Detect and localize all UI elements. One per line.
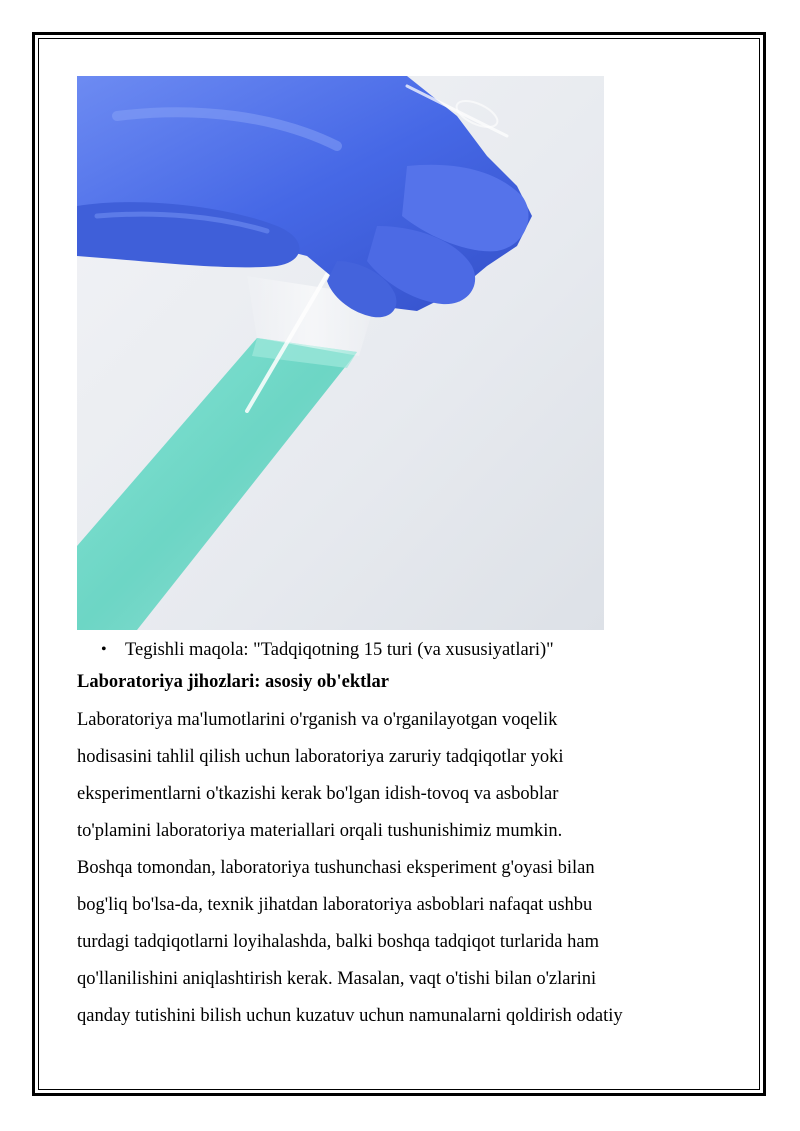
- paragraph-line: Boshqa tomondan, laboratoriya tushunchasi eksperiment g'oyasi bilan: [77, 858, 595, 878]
- paragraph-line: to'plamini laboratoriya materiallari orqali tushunishimiz mumkin.: [77, 821, 563, 841]
- section-heading: Laboratoriya jihozlari: asosiy ob'ektlar: [77, 672, 389, 692]
- lab-photo: [77, 76, 604, 630]
- paragraph-line: hodisasini tahlil qilish uchun laboratoriya zaruriy tadqiqotlar yoki: [77, 747, 564, 767]
- paragraph-line: qanday tutishini bilish uchun kuzatuv uchun namunalarni qoldirish odatiy: [77, 1006, 623, 1026]
- paragraph-line: bog'liq bo'lsa-da, texnik jihatdan laboratoriya asboblari nafaqat ushbu: [77, 895, 593, 915]
- test-tube-glove-illustration: [77, 76, 604, 630]
- paragraph-line: eksperimentlarni o'tkazishi kerak bo'lgan idish-tovoq va asboblar: [77, 784, 559, 804]
- bullet-marker: •: [101, 641, 107, 658]
- related-article-link[interactable]: Tegishli maqola: "Tadqiqotning 15 turi (va xususiyatlari)": [125, 640, 554, 660]
- paragraph-line: qo'llanilishini aniqlashtirish kerak. Masalan, vaqt o'tishi bilan o'zlarini: [77, 969, 597, 989]
- paragraph-line: turdagi tadqiqotlarni loyihalashda, balki boshqa tadqiqot turlarida ham: [77, 932, 599, 952]
- paragraph-line: Laboratoriya ma'lumotlarini o'rganish va o'rganilayotgan voqelik: [77, 710, 558, 730]
- document-body: [77, 636, 727, 1035]
- related-article-item: [77, 636, 727, 666]
- body-paragraph: [77, 702, 727, 1035]
